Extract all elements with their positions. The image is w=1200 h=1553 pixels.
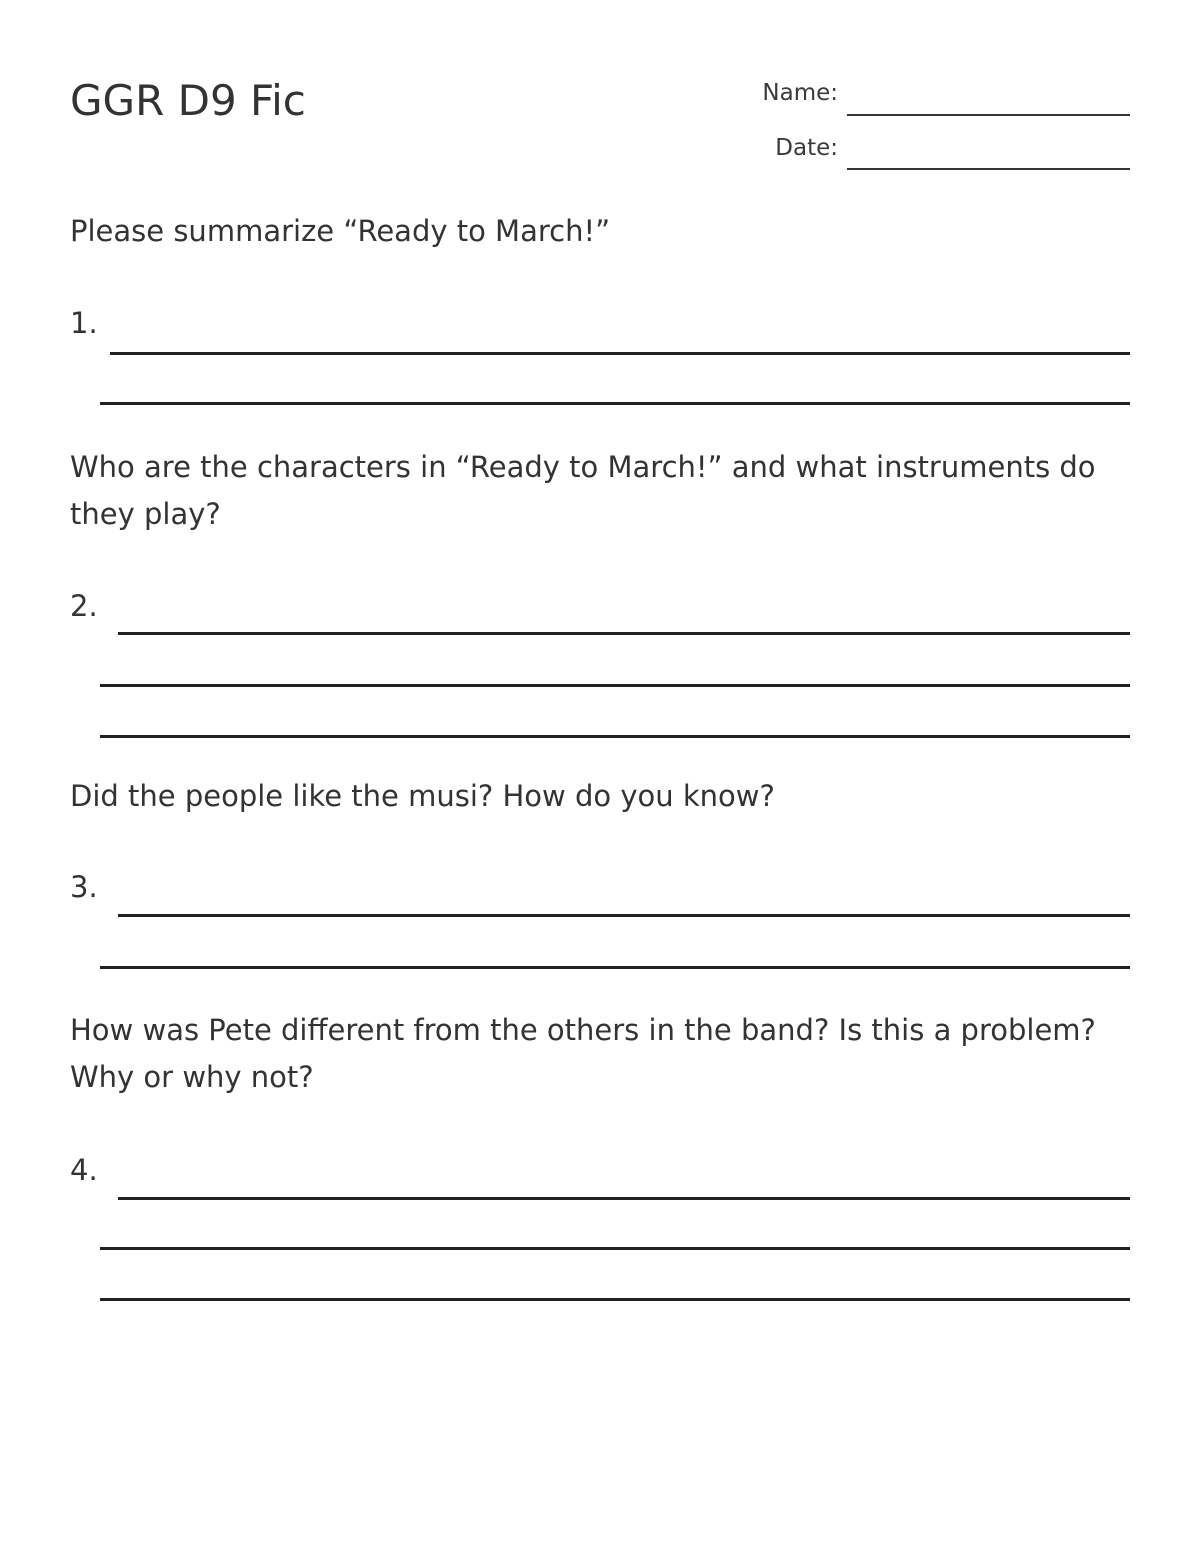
question-3-number: 3. bbox=[70, 870, 98, 904]
answer-line[interactable] bbox=[100, 1298, 1130, 1301]
name-label: Name: bbox=[762, 80, 838, 106]
answer-line[interactable] bbox=[118, 632, 1130, 635]
answer-line[interactable] bbox=[100, 684, 1130, 687]
answer-line[interactable] bbox=[110, 352, 1130, 355]
question-1-number: 1. bbox=[70, 306, 98, 340]
answer-line[interactable] bbox=[100, 735, 1130, 738]
answer-line[interactable] bbox=[118, 914, 1130, 917]
date-label: Date: bbox=[775, 135, 838, 161]
question-2-number: 2. bbox=[70, 589, 98, 623]
name-field-line[interactable] bbox=[847, 114, 1130, 116]
date-field-line[interactable] bbox=[847, 168, 1130, 170]
worksheet-title: GGR D9 Fic bbox=[70, 76, 306, 125]
answer-line[interactable] bbox=[100, 402, 1130, 405]
answer-line[interactable] bbox=[118, 1197, 1130, 1200]
question-2-prompt: Who are the characters in “Ready to March!” and what instruments do they play? bbox=[70, 450, 1096, 531]
question-4-number: 4. bbox=[70, 1153, 98, 1187]
answer-line[interactable] bbox=[100, 966, 1130, 969]
answer-line[interactable] bbox=[100, 1247, 1130, 1250]
question-1-prompt: Please summarize “Ready to March!” bbox=[70, 214, 611, 248]
question-3-prompt: Did the people like the musi? How do you know? bbox=[70, 779, 775, 813]
question-4-prompt: How was Pete different from the others in the band? Is this a problem? Why or why not? bbox=[70, 1013, 1096, 1094]
